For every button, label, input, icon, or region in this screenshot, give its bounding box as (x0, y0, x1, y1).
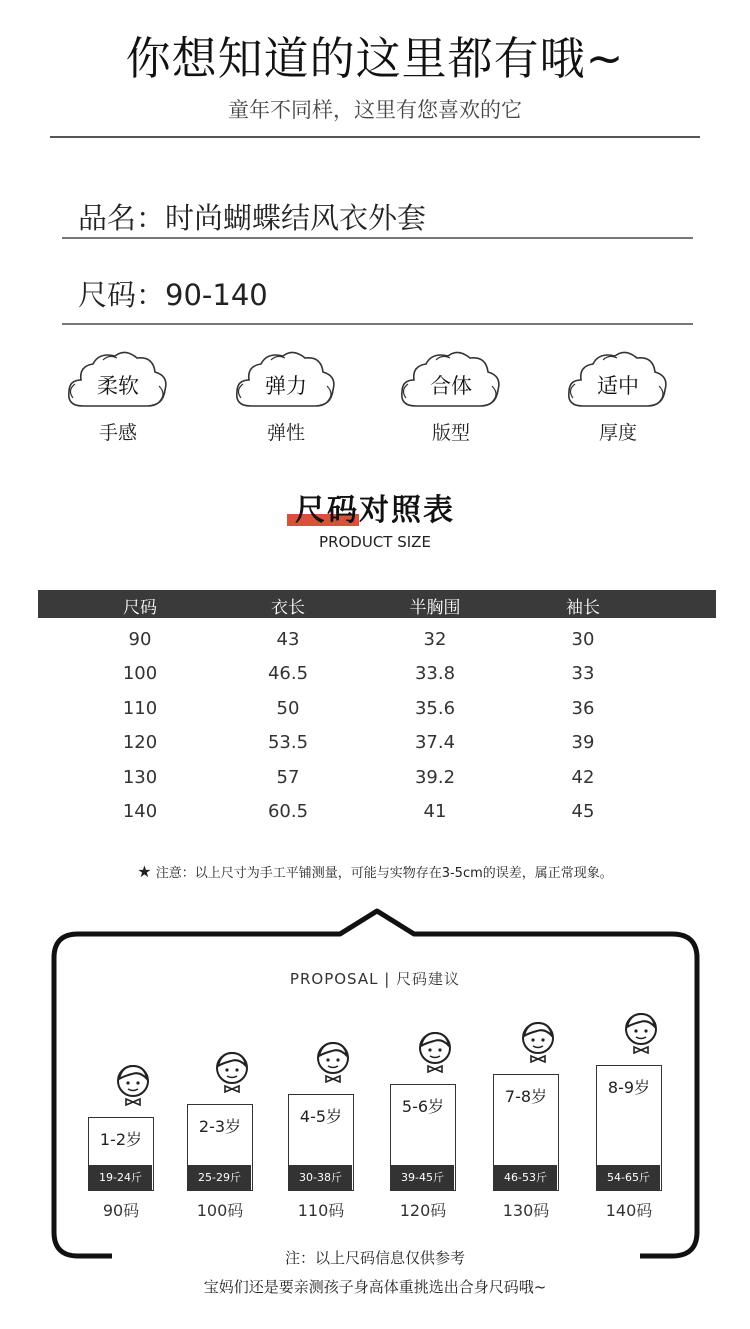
age-label: 5-6岁 (401, 1097, 445, 1116)
table-row (0, 698, 750, 722)
table-row (0, 767, 750, 791)
feature-label: 柔软 (97, 374, 139, 398)
feature-sublabel: 弹性 (266, 422, 305, 444)
header-divider (50, 136, 700, 138)
feature-item (558, 350, 678, 445)
table-cell: 130 (122, 766, 158, 788)
table-cell: 110 (122, 697, 158, 719)
weight-label: 30-38斤 (289, 1165, 352, 1190)
table-cell: 120 (122, 732, 158, 754)
table-cell: 32 (423, 629, 447, 650)
table-row (0, 663, 750, 687)
table-row (0, 732, 750, 756)
table-cell: 60.5 (267, 801, 309, 822)
info-divider (62, 323, 693, 325)
proposal-title: PROPOSAL | 尺码建议 (289, 970, 461, 988)
size-label: 140码 (605, 1201, 653, 1220)
cloud-icon (58, 350, 178, 416)
weight-label: 54-65斤 (597, 1165, 660, 1190)
cloud-icon (226, 350, 346, 416)
table-cell: 30 (571, 629, 595, 650)
proposal-footnote: 注：以上尺码信息仅供参考 (284, 1249, 465, 1267)
feature-item (58, 350, 178, 445)
weight-label: 46-53斤 (494, 1165, 557, 1190)
measurement-note-text: 注意：以上尺寸为手工平铺测量，可能与实物存在3-5cm的误差，属正常现象。 (155, 866, 613, 881)
feature-label: 弹力 (265, 374, 307, 398)
age-label: 8-9岁 (607, 1078, 651, 1097)
table-cell: 50 (276, 697, 300, 719)
feature-item (226, 350, 346, 445)
table-header-cell: 尺码 (123, 598, 157, 618)
feature-item (391, 350, 511, 445)
table-cell: 140 (122, 801, 158, 822)
page-subtitle: 童年不同样，这里有您喜欢的它 (228, 98, 522, 122)
age-label: 4-5岁 (299, 1107, 343, 1126)
table-cell: 42 (571, 766, 595, 788)
measurement-note (0, 862, 750, 881)
table-header-cell: 半胸围 (409, 598, 461, 618)
page-title: 你想知道的这里都有哦~ (125, 32, 625, 85)
table-cell: 57 (276, 766, 300, 788)
feature-sublabel: 厚度 (598, 422, 637, 444)
size-chart-title: 尺码对照表 (295, 493, 455, 528)
proposal-footnote-2: 宝妈们还是要亲测孩子身高体重挑选出合身尺码哦~ (203, 1278, 547, 1296)
product-name: 品名：时尚蝴蝶结风衣外套 (78, 201, 427, 235)
feature-sublabel: 手感 (98, 422, 137, 444)
table-header-cell: 衣长 (271, 598, 305, 618)
age-label: 7-8岁 (504, 1087, 548, 1106)
size-chart-subtitle: PRODUCT SIZE (319, 533, 431, 551)
table-cell: 43 (276, 629, 300, 650)
table-row (0, 629, 750, 653)
table-cell: 45 (571, 801, 595, 822)
table-cell: 90 (128, 629, 152, 650)
weight-label: 19-24斤 (89, 1165, 152, 1190)
cloud-icon (391, 350, 511, 416)
age-label: 2-3岁 (198, 1117, 242, 1136)
table-cell: 33.8 (414, 663, 456, 685)
size-label: 110码 (297, 1201, 345, 1220)
feature-label: 合体 (430, 374, 472, 398)
table-cell: 36 (571, 697, 595, 719)
table-row (0, 801, 750, 825)
weight-label: 39-45斤 (391, 1165, 454, 1190)
table-cell: 33 (571, 663, 595, 685)
cloud-icon (558, 350, 678, 416)
size-label: 100码 (196, 1201, 244, 1220)
table-cell: 39 (571, 732, 595, 754)
weight-label: 25-29斤 (188, 1165, 251, 1190)
size-label: 130码 (502, 1201, 550, 1220)
table-cell: 35.6 (414, 697, 456, 719)
table-cell: 41 (423, 801, 447, 822)
star-icon: ★ (137, 862, 152, 881)
feature-label: 适中 (597, 374, 639, 398)
size-label: 120码 (399, 1201, 447, 1220)
table-cell: 39.2 (414, 766, 456, 788)
table-cell: 37.4 (414, 732, 456, 754)
table-header-cell: 袖长 (566, 598, 600, 618)
table-cell: 53.5 (267, 732, 309, 754)
feature-sublabel: 版型 (431, 422, 470, 444)
product-size-range: 尺码：90-140 (78, 278, 268, 312)
info-divider (62, 237, 693, 239)
size-table-header (38, 590, 716, 618)
age-label: 1-2岁 (99, 1130, 143, 1149)
table-cell: 100 (122, 663, 158, 685)
table-cell: 46.5 (267, 663, 309, 685)
size-label: 90码 (102, 1201, 140, 1220)
